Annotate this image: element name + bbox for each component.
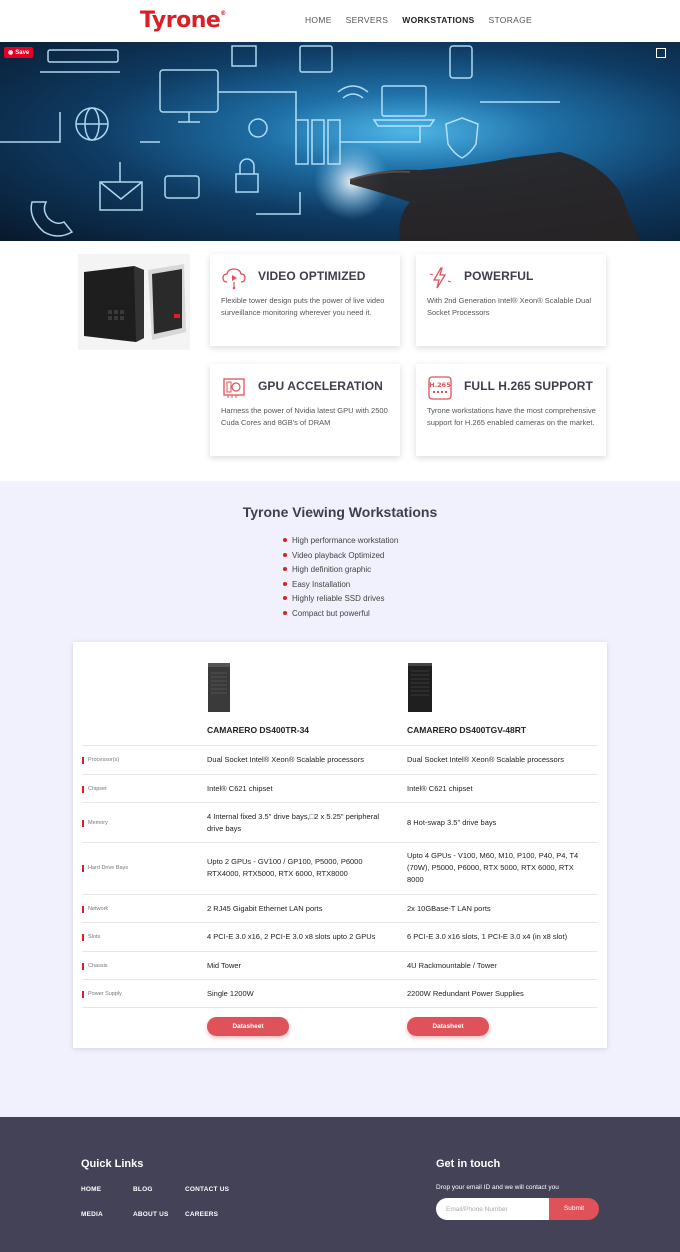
ds400tgv-48rt-tower-image[interactable] [407, 661, 433, 713]
list-item: Video playback Optimized [283, 551, 398, 566]
feature-text: Harness the power of Nvidia latest GPU with 2500 Cuda Cores and 8GB's of DRAM [221, 406, 388, 427]
pin-icon: ◉ [8, 50, 14, 56]
footer-link-media[interactable]: MEDIA [81, 1211, 103, 1218]
feature-card-powerful [416, 254, 606, 346]
h265-icon [428, 376, 452, 400]
nav-servers[interactable]: SERVERS [345, 15, 389, 25]
feature-card-video-optimized [210, 254, 400, 346]
table-row [82, 894, 597, 922]
footer-link-home[interactable]: HOME [81, 1186, 102, 1193]
row-value: Upto 2 GPUs - GV100 / GP100, P5000, P6000 RTX4000, RTX5000, RTX 6000, RTX8000 [207, 857, 363, 878]
list-item: Compact but powerful [283, 609, 398, 624]
video-optimized-icon [222, 266, 246, 290]
footer-link-contact-us[interactable]: CONTACT US [185, 1186, 230, 1193]
table-row [82, 922, 597, 951]
feature-bullet-list [283, 536, 398, 623]
save-label: Save [15, 49, 30, 56]
row-value: Dual Socket Intel® Xeon® Scalable processors [207, 755, 364, 764]
row-value: 2200W Redundant Power Supplies [407, 989, 524, 998]
registered-mark: ® [220, 10, 226, 17]
hero-banner [0, 42, 680, 241]
row-value: 4U Rackmountable / Tower [407, 961, 497, 970]
row-value: 2 RJ45 Gigabit Ethernet LAN ports [207, 904, 323, 913]
row-value: Dual Socket Intel® Xeon® Scalable processors [407, 755, 564, 764]
quick-links-title: Quick Links [81, 1158, 144, 1170]
logo-text: Tyrone [140, 8, 221, 33]
section-title: Tyrone Viewing Workstations [242, 504, 438, 520]
nav-home[interactable]: HOME [304, 15, 332, 25]
email-phone-input[interactable] [436, 1198, 550, 1220]
nav-workstations[interactable]: WORKSTATIONS [402, 15, 475, 25]
feature-card-gpu-acceleration [210, 364, 400, 456]
save-button[interactable] [4, 47, 33, 58]
row-label: Slots [82, 934, 100, 940]
hero-network-illustration [0, 42, 680, 241]
row-value: 4 Internal fixed 3.5" drive bays,□2 x 5.25" peripheral drive bays [207, 812, 380, 833]
row-value: Mid Tower [207, 961, 242, 970]
contact-note: Drop your email ID and we will contact you [436, 1184, 559, 1191]
expand-icon[interactable] [656, 48, 666, 58]
list-item: High definition graphic [283, 565, 398, 580]
feature-text: Tyrone workstations have the most comprehensive support for H.265 enabled cameras on the market. [427, 406, 596, 427]
feature-title: GPU ACCELERATION [258, 379, 383, 393]
row-value: Intel® C621 chipset [207, 784, 273, 793]
feature-title: POWERFUL [464, 269, 534, 283]
table-row [82, 745, 597, 774]
row-value: 6 PCI-E 3.0 x16 slots, 1 PCI-E 3.0 x4 (in x8 slot) [407, 932, 568, 941]
table-row [82, 842, 597, 894]
submit-button[interactable]: Submit [549, 1198, 599, 1220]
row-value: Single 1200W [207, 989, 254, 998]
row-label: Network [82, 906, 108, 912]
row-value: Intel® C621 chipset [407, 784, 473, 793]
model-name: CAMARERO DS400TR-34 [207, 725, 310, 735]
footer-link-about-us[interactable]: ABOUT US [133, 1211, 169, 1218]
datasheet-button-ds400tr-34[interactable]: Datasheet [207, 1017, 289, 1036]
datasheet-button-ds400tgv-48rt[interactable]: Datasheet [407, 1017, 489, 1036]
get-in-touch-title: Get in touch [436, 1158, 501, 1170]
row-value: 8 Hot-swap 3.5" drive bays [407, 818, 497, 827]
footer-link-careers[interactable]: CAREERS [185, 1211, 219, 1218]
viewing-workstations-section [0, 481, 680, 1117]
table-row [82, 802, 597, 842]
feature-title: FULL H.265 SUPPORT [464, 379, 593, 393]
row-label: Processor(s) [82, 757, 119, 763]
gpu-card-icon [222, 376, 246, 400]
h265-badge-text: H.265 [429, 381, 451, 389]
row-value: Upto 4 GPUs - V100, M60, M10, P100, P40, P4, T4 (70W), P5000, P6000, RTX 5000, RTX 6000, RTX 8000 [407, 851, 579, 884]
footer-link-blog[interactable]: BLOG [133, 1186, 153, 1193]
row-value: 4 PCI-E 3.0 x16, 2 PCI-E 3.0 x8 slots upto 2 GPUs [207, 932, 376, 941]
site-footer [0, 1117, 680, 1252]
main-nav [305, 15, 532, 25]
list-item: Highly reliable SSD drives [283, 594, 398, 609]
lightning-icon [428, 266, 452, 290]
feature-text: With 2nd Generation Intel® Xeon® Scalable Dual Socket Processors [427, 296, 592, 317]
table-row [82, 774, 597, 802]
comparison-table [73, 642, 607, 1048]
tyrone-logo[interactable] [140, 8, 226, 33]
site-header [0, 0, 680, 42]
feature-title: VIDEO OPTIMIZED [258, 269, 366, 283]
feature-card-h265-support [416, 364, 606, 456]
row-label: Chassis [82, 963, 108, 969]
ds400tr-34-tower-image[interactable] [207, 661, 231, 713]
workstation-product-image [78, 254, 190, 350]
row-value: 2x 10GBase-T LAN ports [407, 904, 491, 913]
row-label: Hard Drive Bays [82, 865, 128, 871]
row-label: Power Supply [82, 991, 122, 997]
table-row [82, 979, 597, 1008]
list-item: Easy Installation [283, 580, 398, 595]
row-label: Memory [82, 820, 108, 826]
nav-storage[interactable]: STORAGE [488, 15, 532, 25]
list-item: High performance workstation [283, 536, 398, 551]
feature-text: Flexible tower design puts the power of live video surveillance monitoring wherever you need it. [221, 296, 385, 317]
model-name: CAMARERO DS400TGV-48RT [407, 725, 527, 735]
row-label: Chipset [82, 786, 107, 792]
table-row [82, 951, 597, 979]
